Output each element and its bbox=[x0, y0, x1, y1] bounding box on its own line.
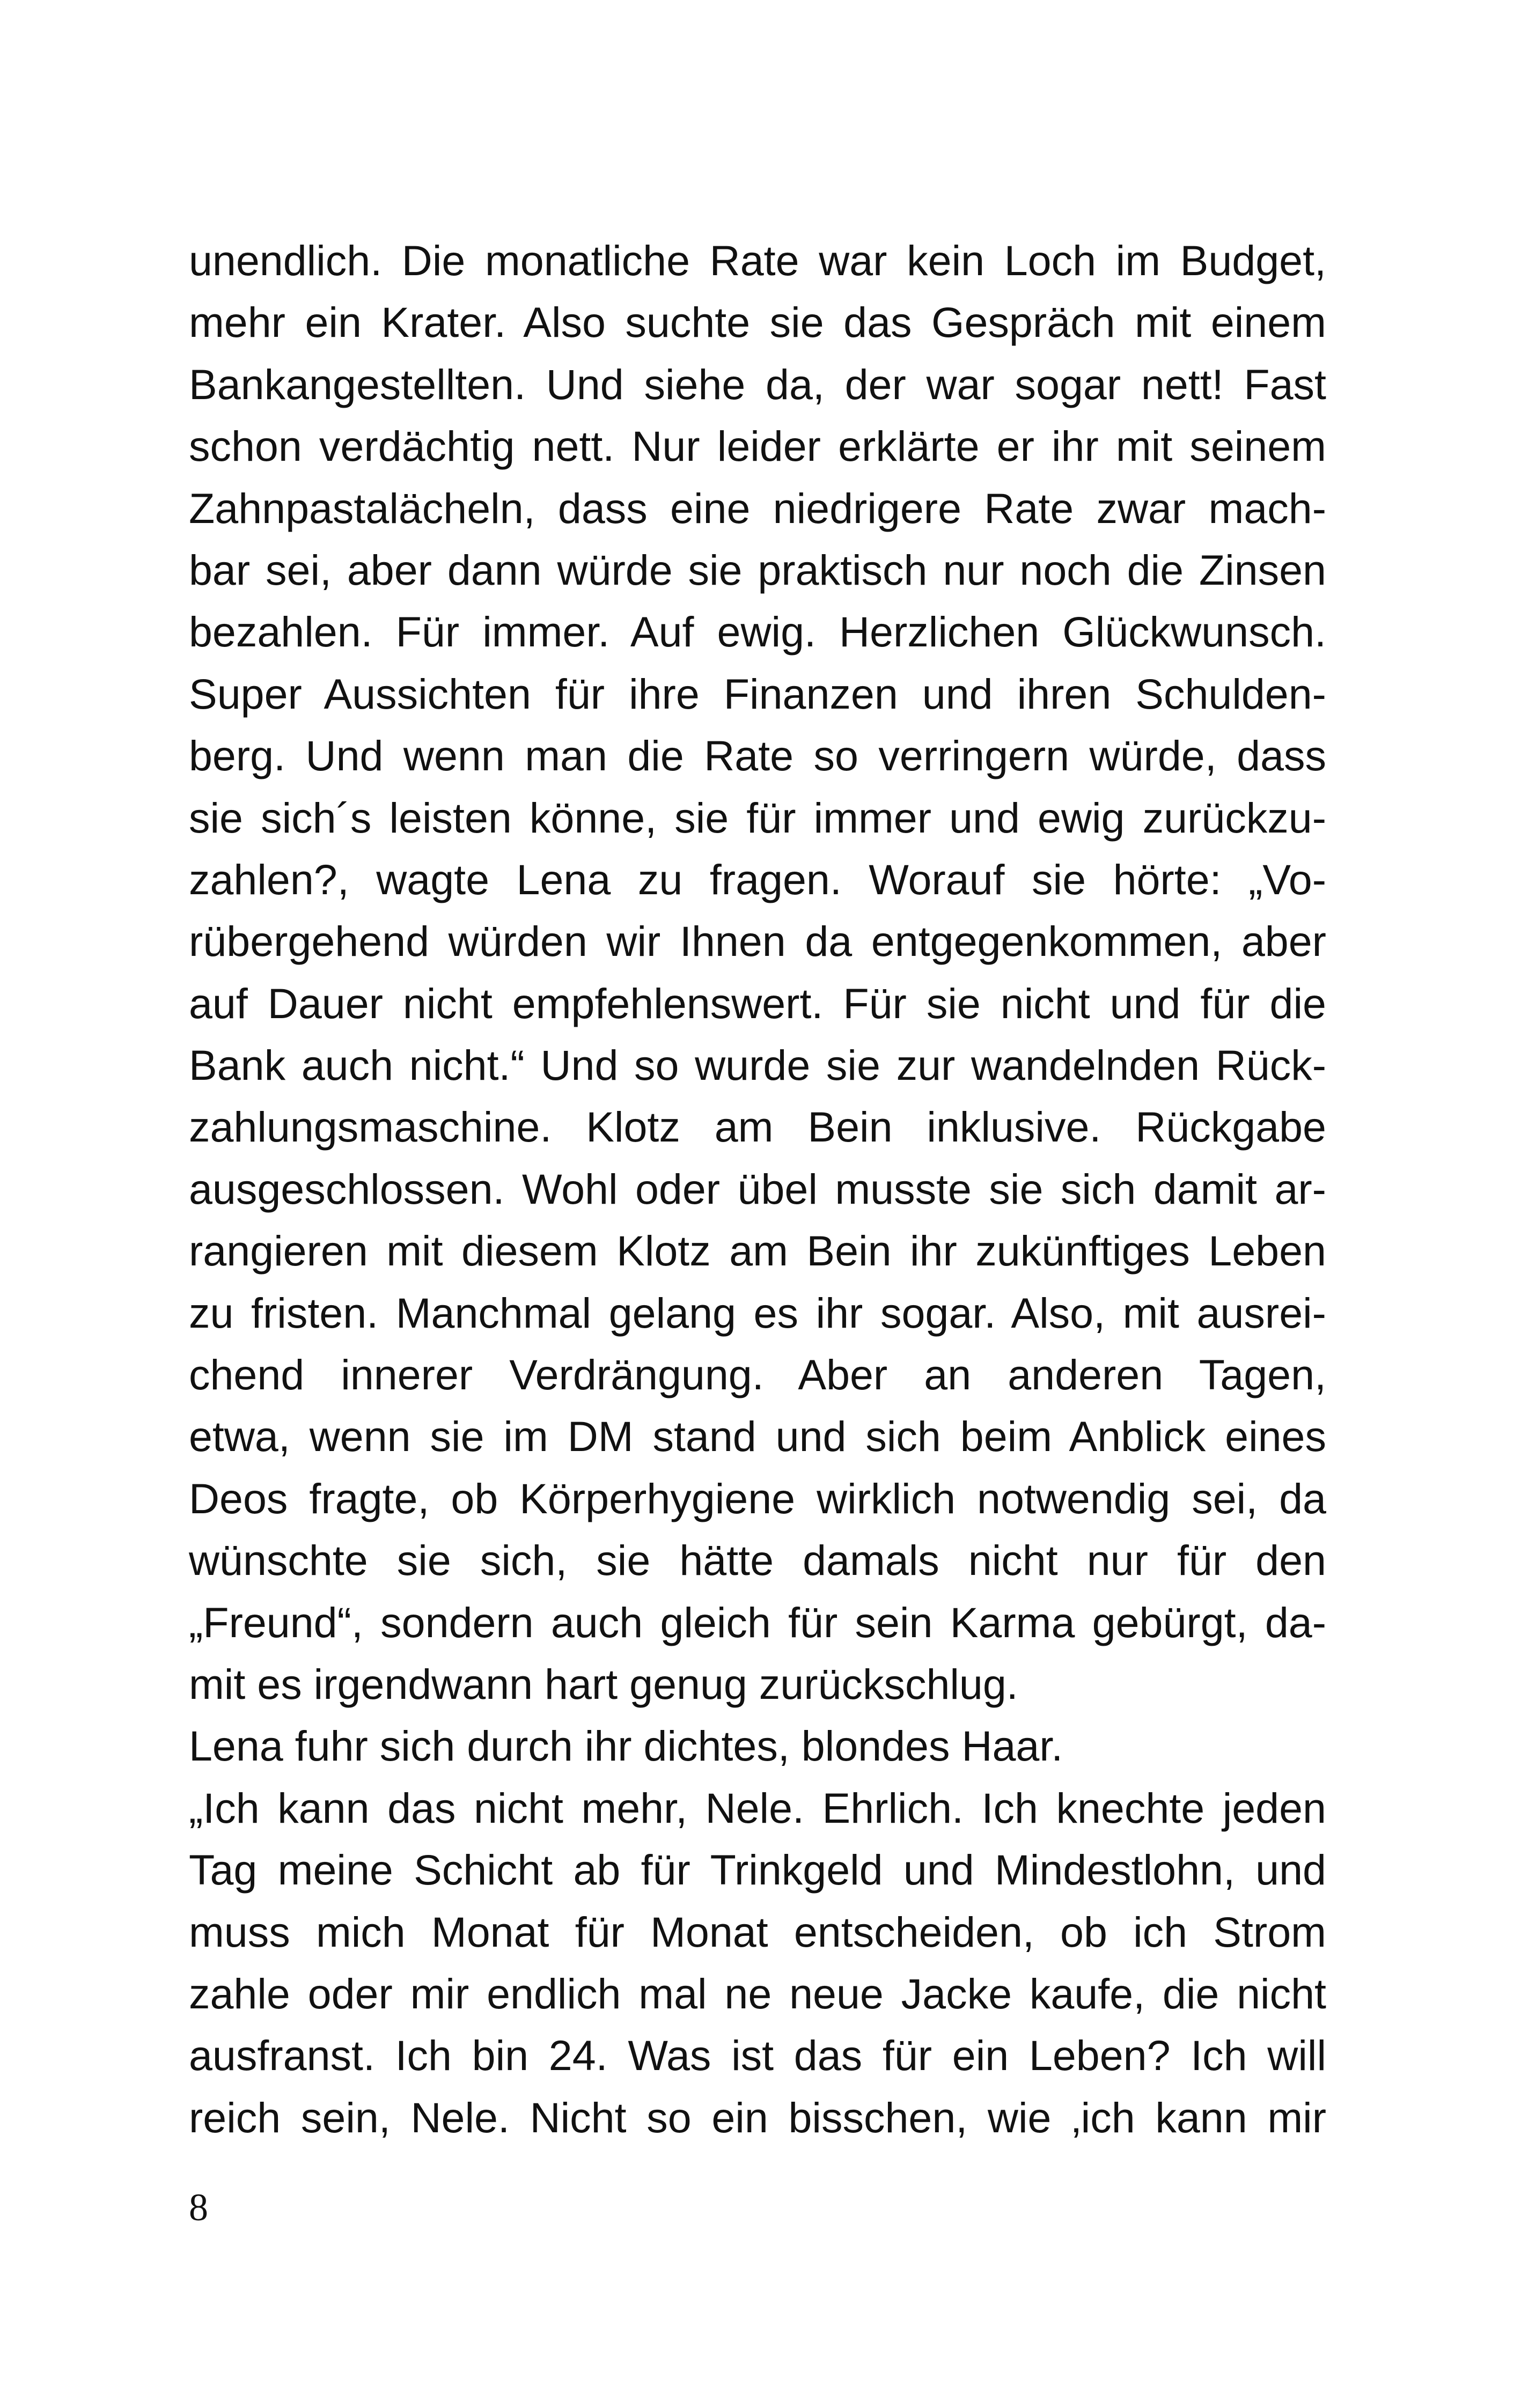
text-line: Deos fragte, ob Körperhygiene wirklich notwendig sei, da bbox=[189, 1474, 1326, 1522]
text-line: muss mich Monat für Monat entscheiden, ob ich Strom bbox=[189, 1908, 1326, 1956]
text-line: Super Aussichten für ihre Finanzen und ihren Schulden- bbox=[189, 669, 1326, 718]
text-line: sie sich´s leisten könne, sie für immer und ewig zurückzu- bbox=[189, 793, 1326, 842]
text-line: schon verdächtig nett. Nur leider erklärte er ihr mit seinem bbox=[189, 422, 1326, 470]
text-line: reich sein, Nele. Nicht so ein bisschen, wie ‚ich kann mir bbox=[189, 2093, 1326, 2141]
text-line: berg. Und wenn man die Rate so verringern würde, dass bbox=[189, 732, 1326, 780]
text-line: „Ich kann das nicht mehr, Nele. Ehrlich. Ich knechte jeden bbox=[189, 1784, 1326, 1832]
text-line: zahlungsmaschine. Klotz am Bein inklusive. Rückgabe bbox=[189, 1103, 1326, 1151]
text-line: chend innerer Verdrängung. Aber an anderen Tagen, bbox=[189, 1351, 1326, 1399]
text-line: „Freund“, sondern auch gleich für sein Karma gebürgt, da- bbox=[189, 1598, 1326, 1646]
text-line: mehr ein Krater. Also suchte sie das Gespräch mit einem bbox=[189, 298, 1326, 347]
text-line: auf Dauer nicht empfehlenswert. Für sie nicht und für die bbox=[189, 979, 1326, 1027]
page-number: 8 bbox=[189, 2186, 208, 2229]
text-line: bar sei, aber dann würde sie praktisch nur noch die Zinsen bbox=[189, 546, 1326, 594]
text-line: rübergehend würden wir Ihnen da entgegenkommen, aber bbox=[189, 917, 1326, 966]
text-line: Tag meine Schicht ab für Trinkgeld und Mindestlohn, und bbox=[189, 1846, 1326, 1894]
text-line: bezahlen. Für immer. Auf ewig. Herzlichen Glückwunsch. bbox=[189, 608, 1326, 656]
text-line: Zahnpastalächeln, dass eine niedrigere Rate zwar mach- bbox=[189, 484, 1326, 532]
text-line: ausfranst. Ich bin 24. Was ist das für ein Leben? Ich will bbox=[189, 2031, 1326, 2080]
text-line: ausgeschlossen. Wohl oder übel musste sie sich damit ar- bbox=[189, 1165, 1326, 1213]
text-line: Lena fuhr sich durch ihr dichtes, blondes Haar. bbox=[189, 1722, 1063, 1770]
text-line: zu fristen. Manchmal gelang es ihr sogar. Also, mit ausrei- bbox=[189, 1288, 1326, 1337]
text-line: Bankangestellten. Und siehe da, der war sogar nett! Fast bbox=[189, 360, 1326, 408]
text-line: wünschte sie sich, sie hätte damals nicht nur für den bbox=[189, 1536, 1326, 1585]
text-line: Bank auch nicht.“ Und so wurde sie zur wandelnden Rück- bbox=[189, 1041, 1326, 1089]
body-text bbox=[189, 230, 1326, 2148]
text-line: zahlen?, wagte Lena zu fragen. Worauf sie hörte: „Vo- bbox=[189, 855, 1326, 903]
text-line: unendlich. Die monatliche Rate war kein Loch im Budget, bbox=[189, 237, 1326, 284]
text-line: etwa, wenn sie im DM stand und sich beim Anblick eines bbox=[189, 1412, 1326, 1461]
text-line: mit es irgendwann hart genug zurückschlug. bbox=[189, 1660, 1018, 1708]
text-line: zahle oder mir endlich mal ne neue Jacke kaufe, die nicht bbox=[189, 1969, 1326, 2017]
text-line: rangieren mit diesem Klotz am Bein ihr zukünftiges Leben bbox=[189, 1227, 1326, 1275]
